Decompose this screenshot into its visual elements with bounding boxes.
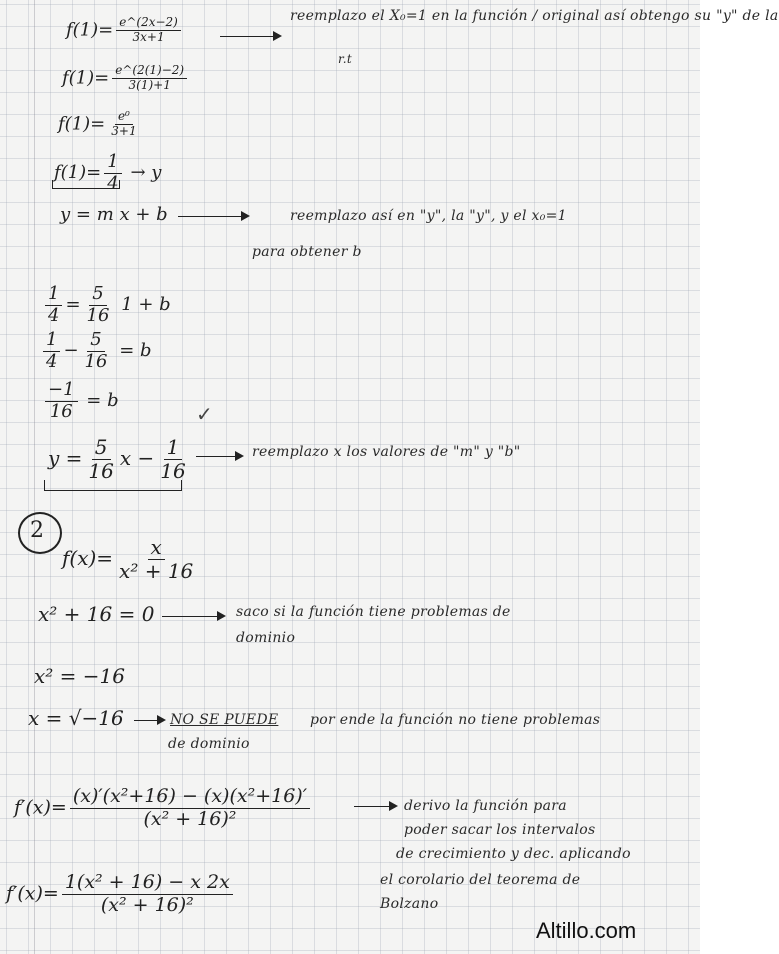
annotation-of-domain: de dominio	[168, 736, 250, 752]
eq-function-def	[62, 536, 199, 583]
eq-numerator: 1	[104, 152, 121, 174]
eq-middle: x −	[119, 446, 155, 470]
eq-numerator: (x)′(x²+16) − (x)(x²+16)′	[70, 786, 310, 809]
eq-numerator: 1	[164, 436, 183, 460]
eq-numerator: e⁰	[115, 110, 133, 125]
annotation-domain: dominio	[236, 630, 296, 646]
arrow	[220, 36, 280, 37]
eq-numerator: 5	[92, 436, 111, 460]
eq-b-result	[42, 380, 119, 422]
annotation-get-b: para obtener b	[252, 244, 362, 260]
eq-lhs: f(1)=	[54, 162, 102, 184]
eq-denominator: (x² + 16)²	[143, 807, 237, 830]
annotation-derive: derivo la función para	[404, 798, 567, 814]
annotation-rt: r.t	[338, 52, 352, 66]
eq-denominator: 4	[46, 350, 58, 372]
eq-numerator: 5	[89, 284, 106, 306]
eq-lhs: f(x)=	[62, 546, 114, 570]
eq-denominator: 3(1)+1	[128, 77, 171, 92]
arrow	[354, 806, 396, 807]
annotation-substitute-x0: reemplazo el X₀=1 en la función / original así obtengo su "y" de la	[290, 8, 779, 24]
eq-denominator: 16	[84, 350, 108, 372]
eq-line-equation: y = m x + b	[60, 204, 168, 225]
eq-b-step1	[42, 284, 171, 326]
arrow	[134, 720, 164, 721]
eq-rest: = b	[86, 390, 119, 412]
annotation-not-possible: NO SE PUEDE	[170, 712, 279, 728]
annotation-replace-m-b: reemplazo x los valores de "m" y "b"	[252, 444, 521, 460]
eq-f1-substitution	[66, 16, 184, 45]
eq-denominator: 16	[88, 459, 114, 483]
eq-denominator: 3+1	[111, 123, 137, 138]
annotation-no-domain-problem: por ende la función no tiene problemas	[310, 712, 601, 728]
underline-bracket	[52, 180, 120, 189]
eq-rest: = b	[119, 340, 152, 362]
annotation-intervals: poder sacar los intervalos	[404, 822, 596, 838]
annotation-corollary: el corolario del teorema de	[380, 872, 581, 888]
eq-lhs: f(1)=	[66, 19, 114, 41]
eq-lhs: f′(x)=	[14, 796, 67, 819]
eq-denominator: 16	[49, 400, 73, 422]
eq-lhs: f(1)=	[62, 67, 110, 89]
annotation-domain-check: saco si la función tiene problemas de	[236, 604, 511, 620]
eq-minus: −	[63, 340, 79, 362]
eq-arrow-y: → y	[130, 162, 162, 184]
eq-b-step2	[40, 330, 152, 372]
eq-denominator: x² + 16	[119, 559, 194, 583]
eq-denominator: 4	[48, 304, 60, 326]
arrow	[196, 456, 242, 457]
eq-final-line	[48, 436, 192, 483]
checkmark-icon: ✓	[196, 402, 213, 426]
eq-numerator: e^(2x−2)	[116, 16, 181, 31]
eq-rest: 1 + b	[121, 294, 171, 316]
eq-numerator: 1	[43, 330, 60, 352]
eq-lhs: f′(x)=	[6, 882, 59, 905]
eq-x-sqrt: x = √−16	[28, 706, 124, 730]
eq-numerator: 5	[87, 330, 104, 352]
eq-f1-step3	[58, 110, 143, 139]
arrow	[178, 216, 248, 217]
annotation-growth: de crecimiento y dec. aplicando	[396, 846, 631, 862]
eq-numerator: 1	[45, 284, 62, 306]
eq-f1-step2	[62, 64, 190, 93]
eq-denominator: 16	[160, 459, 186, 483]
eq-numerator: 1(x² + 16) − x 2x	[62, 872, 233, 895]
eq-lhs: y =	[48, 446, 83, 470]
eq-numerator: −1	[45, 380, 78, 402]
watermark-text: Altillo.com	[536, 918, 637, 943]
eq-x-squared: x² = −16	[34, 664, 125, 688]
eq-numerator: x	[148, 536, 165, 560]
exercise-number: 2	[30, 518, 44, 543]
eq-derivative-quotient	[14, 786, 313, 831]
eq-derivative-expanded	[6, 872, 236, 917]
eq-numerator: e^(2(1)−2)	[112, 64, 187, 79]
eq-denominator: 16	[86, 304, 110, 326]
eq-equals: =	[65, 294, 81, 316]
eq-domain-check: x² + 16 = 0	[38, 602, 155, 626]
annotation-bolzano: Bolzano	[380, 896, 439, 912]
eq-denominator: (x² + 16)²	[100, 893, 194, 916]
eq-denominator: 4	[107, 172, 119, 194]
underline-bracket	[44, 480, 182, 491]
eq-lhs: f(1)=	[58, 113, 106, 135]
annotation-replace-y: reemplazo así en "y", la "y", y el x₀=1	[290, 208, 567, 224]
eq-denominator: 3x+1	[132, 29, 165, 44]
arrow	[162, 616, 224, 617]
